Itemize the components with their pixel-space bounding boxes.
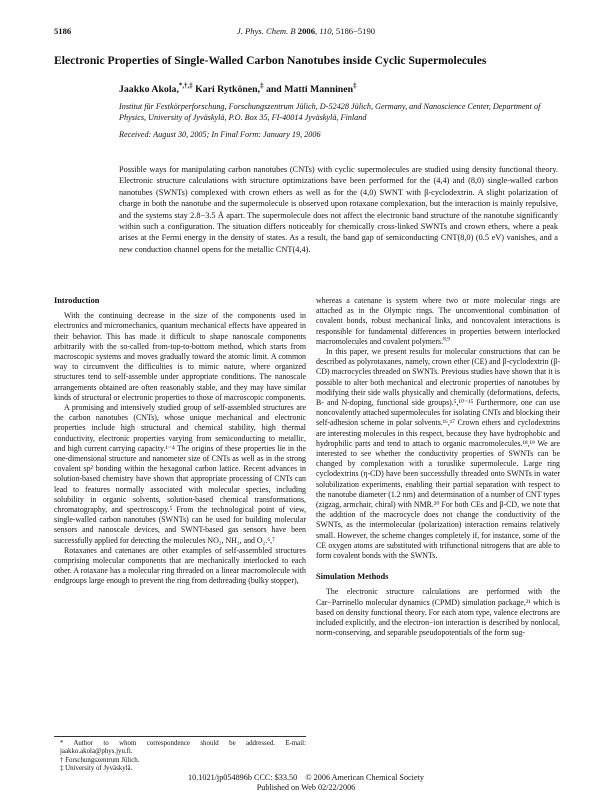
paragraph: In this paper, we present results for molecular constructions that can be described as polyrotaxanes, namely, crown ether (CE) and β-cyclodextrin (β-CD) macrocycles threaded on SWNTs. Previous studies have shown that it is possible to alter both mechanical and electronic properties of nanotubes by modifying their side walls physically and chemically (deformations, defects, B- and N-doping, functional side groups).⁵,¹⁰⁻¹⁵ Furthermore, one can use noncovalently attached supermolecules for isolating CNTs and blocking their self-adhesion scheme in polar solvents.¹⁶,¹⁷ Crown ethers and cyclodextrins are interesting molecules in this respect, because they have hydrophobic and hydrophilic parts and tend to attach to organic macromolecules.¹⁸,¹⁹ We are interested to see whether the conductivity properties of SWNTs can be changed by complexation with a toruslike supermolecule. Large ring cyclodextrins (η-CD) have been successfully threaded onto SWNTs in water solubilization experiments, enabling their partial separation with respect to the nanotube diameter (1.2 nm) and determination of a number of CNT types (zigzag, armchair, chiral) with NMR.²⁰ For both CEs and β-CD, we note that the addition of the macrocycle does not change the conductivity of the SWNTs, as the intermolecular (polarization) interaction remains relatively small. However, the scheme changes completely if, for instance, some of the CE oxygen atoms are substituted with trifunctional nitrogens that are able to form covalent bonds with the SWNTs. — [316, 347, 560, 561]
received-dates: Received: August 30, 2005; In Final Form: January 19, 2006 — [119, 130, 321, 139]
author-marks: ‡ — [353, 82, 357, 90]
author-marks: *,†,‡ — [178, 82, 193, 90]
author-name: and Matti Manninen — [265, 84, 354, 95]
paragraph: With the continuing decrease in the size of the components used in electronics and micromechanics, quantum mechanical effects have appeared in their behavior. This has made it difficult to shape nanoscale components arbitrarily with the so-called from-top-to-bottom method, which starts from macroscopic systems and moves gradually toward the atomic limit. A common way to circumvent the difficulties is to mimic nature, where organized structures tend to self-assemble under appropriate conditions. The nanoscale arrangements obtained are often reasonably stable, and they may have similar kinds of structural or electronic properties to those of macroscopic components. — [54, 311, 306, 402]
footnote-jyvaskyla: ‡ University of Jyväskylä. — [60, 765, 133, 773]
journal-name: J. Phys. Chem. B — [236, 26, 296, 36]
section-heading-introduction: Introduction — [54, 296, 100, 305]
left-column — [54, 296, 306, 587]
footnote-correspondence: * Author to whom correspondence should be addressed. E-mail: jaakko.akola@phys.jyu.fi. — [60, 740, 306, 756]
right-column — [316, 296, 560, 639]
journal-pages: 5186−5190 — [335, 26, 376, 36]
journal-year: 2006 — [297, 26, 315, 36]
author-name: Jaakko Akola, — [119, 84, 179, 95]
paragraph: Rotaxanes and catenanes are other examples of self-assembled structures comprising molecular components that are mechanically interlocked to each other. A rotaxane has a molecular ring threaded on a linear macromolecule with endgroups large enough to prevent the ring from dethreading (bulky stopper), — [54, 545, 306, 586]
doi-copyright: 10.1021/jp054896b CCC: $33.50 © 2006 American Chemical Society — [188, 773, 424, 782]
paragraph-continuation: whereas a catenane is system where two or more molecular rings are attached as in the Olympic rings. The unconventional combination of covalent bonds, robust mechanical links, and noncovalent interactions is responsible for fundamental differences in properties between interlocked macromolecules and covalent polymers.$^{8,9}$ — [316, 296, 560, 346]
author-marks: ‡ — [260, 82, 264, 90]
author-name: Kari Rytkönen, — [195, 84, 261, 95]
running-head — [54, 26, 558, 38]
paragraph: The electronic structure calculations are performed with the Car−Parrinello molecular dynamics (CPMD) simulation package,²¹ which is based on density functional theory. For each atom type, valence electrons are included explicitly, and the electron−ion interaction is described by nonlocal, norm-conserving, and separable pseudopotentials of the form sug- — [316, 587, 560, 638]
page-footer — [150, 773, 462, 793]
footnotes — [54, 740, 306, 774]
journal-volume: 110 — [319, 26, 332, 36]
author-list — [119, 84, 357, 95]
abstract: Possible ways for manipulating carbon nanotubes (CNTs) with cyclic supermolecules are studied using density functional theory. Electronic structure calculations with structure optimizations have been performed for the (4,4) and (8,0) single-walled carbon nanotubes (SWNTs) complexed with crown ethers as well as for the (4,0) SWNT with β-cyclodextrin. A slight polarization of charge in both the nanotube and the supermolecule is observed upon rotaxane complexation, but the interaction is mainly repulsive, and the systems stay 2.8−3.5 Å apart. The supermolecule does not affect the electronic band structure of the nanotube significantly within such a configuration. The situation differs noticeably for chemically cross-linked SWNTs and crown ethers, where a peak arises at the Fermi energy in the density of states. As a result, the band gap of semiconducting CNT(8,0) (0.5 eV) vanishes, and a new conduction channel opens for the metallic CNT(4,4). — [119, 165, 558, 254]
page-number: 5186 — [54, 26, 72, 36]
section-heading-methods: Simulation Methods — [316, 572, 389, 582]
published-date: Published on Web 02/22/2006 — [256, 783, 356, 792]
affiliation: Institut für Festkörperforschung, Forschungszentrum Jülich, D-52428 Jülich, Germany, and Nanoscience Center, Department of Physics, University of Jyväskylä, P.O. Box 35, FI-40014 Jyväskylä, Finland — [119, 102, 541, 122]
journal-citation: J. Phys. Chem. B 2006, 110, 5186−5190 — [236, 26, 376, 36]
footnote-divider — [54, 736, 306, 737]
paragraph: A promising and intensively studied group of self-assembled structures are the carbon nanotubes (CNTs), whose unique mechanical and electronic properties include high structural and chemical stability, high thermal conductivity, electronic properties varying from semiconducting to metallic, and high current carrying capacity.¹⁻⁴ The origins of these properties lie in the one-dimensional structure and nanometer size of CNTs as well as in the strong covalent sp² bonding within the hexagonal carbon lattice. Recent advances in solution-based chemistry have shown that appropriate processing of CNTs can lead to features normally associated with molecular species, including solubility in organic solvents, solution-based chemical transformations, chromatography, and spectroscopy.⁵ From the technological point of view, single-walled carbon nanotubes (SWNTs) can be used for building molecular sensors and nanoscale devices, and SWNT-based gas sensors have been successfully applied for detecting the molecules NO₂, NH₃, and O₂.⁶,⁷ — [54, 403, 306, 545]
footnote-juelich: † Forschungszentrum Jülich. — [60, 756, 140, 764]
article-title: Electronic Properties of Single-Walled Carbon Nanotubes inside Cyclic Supermolecules — [54, 54, 487, 67]
